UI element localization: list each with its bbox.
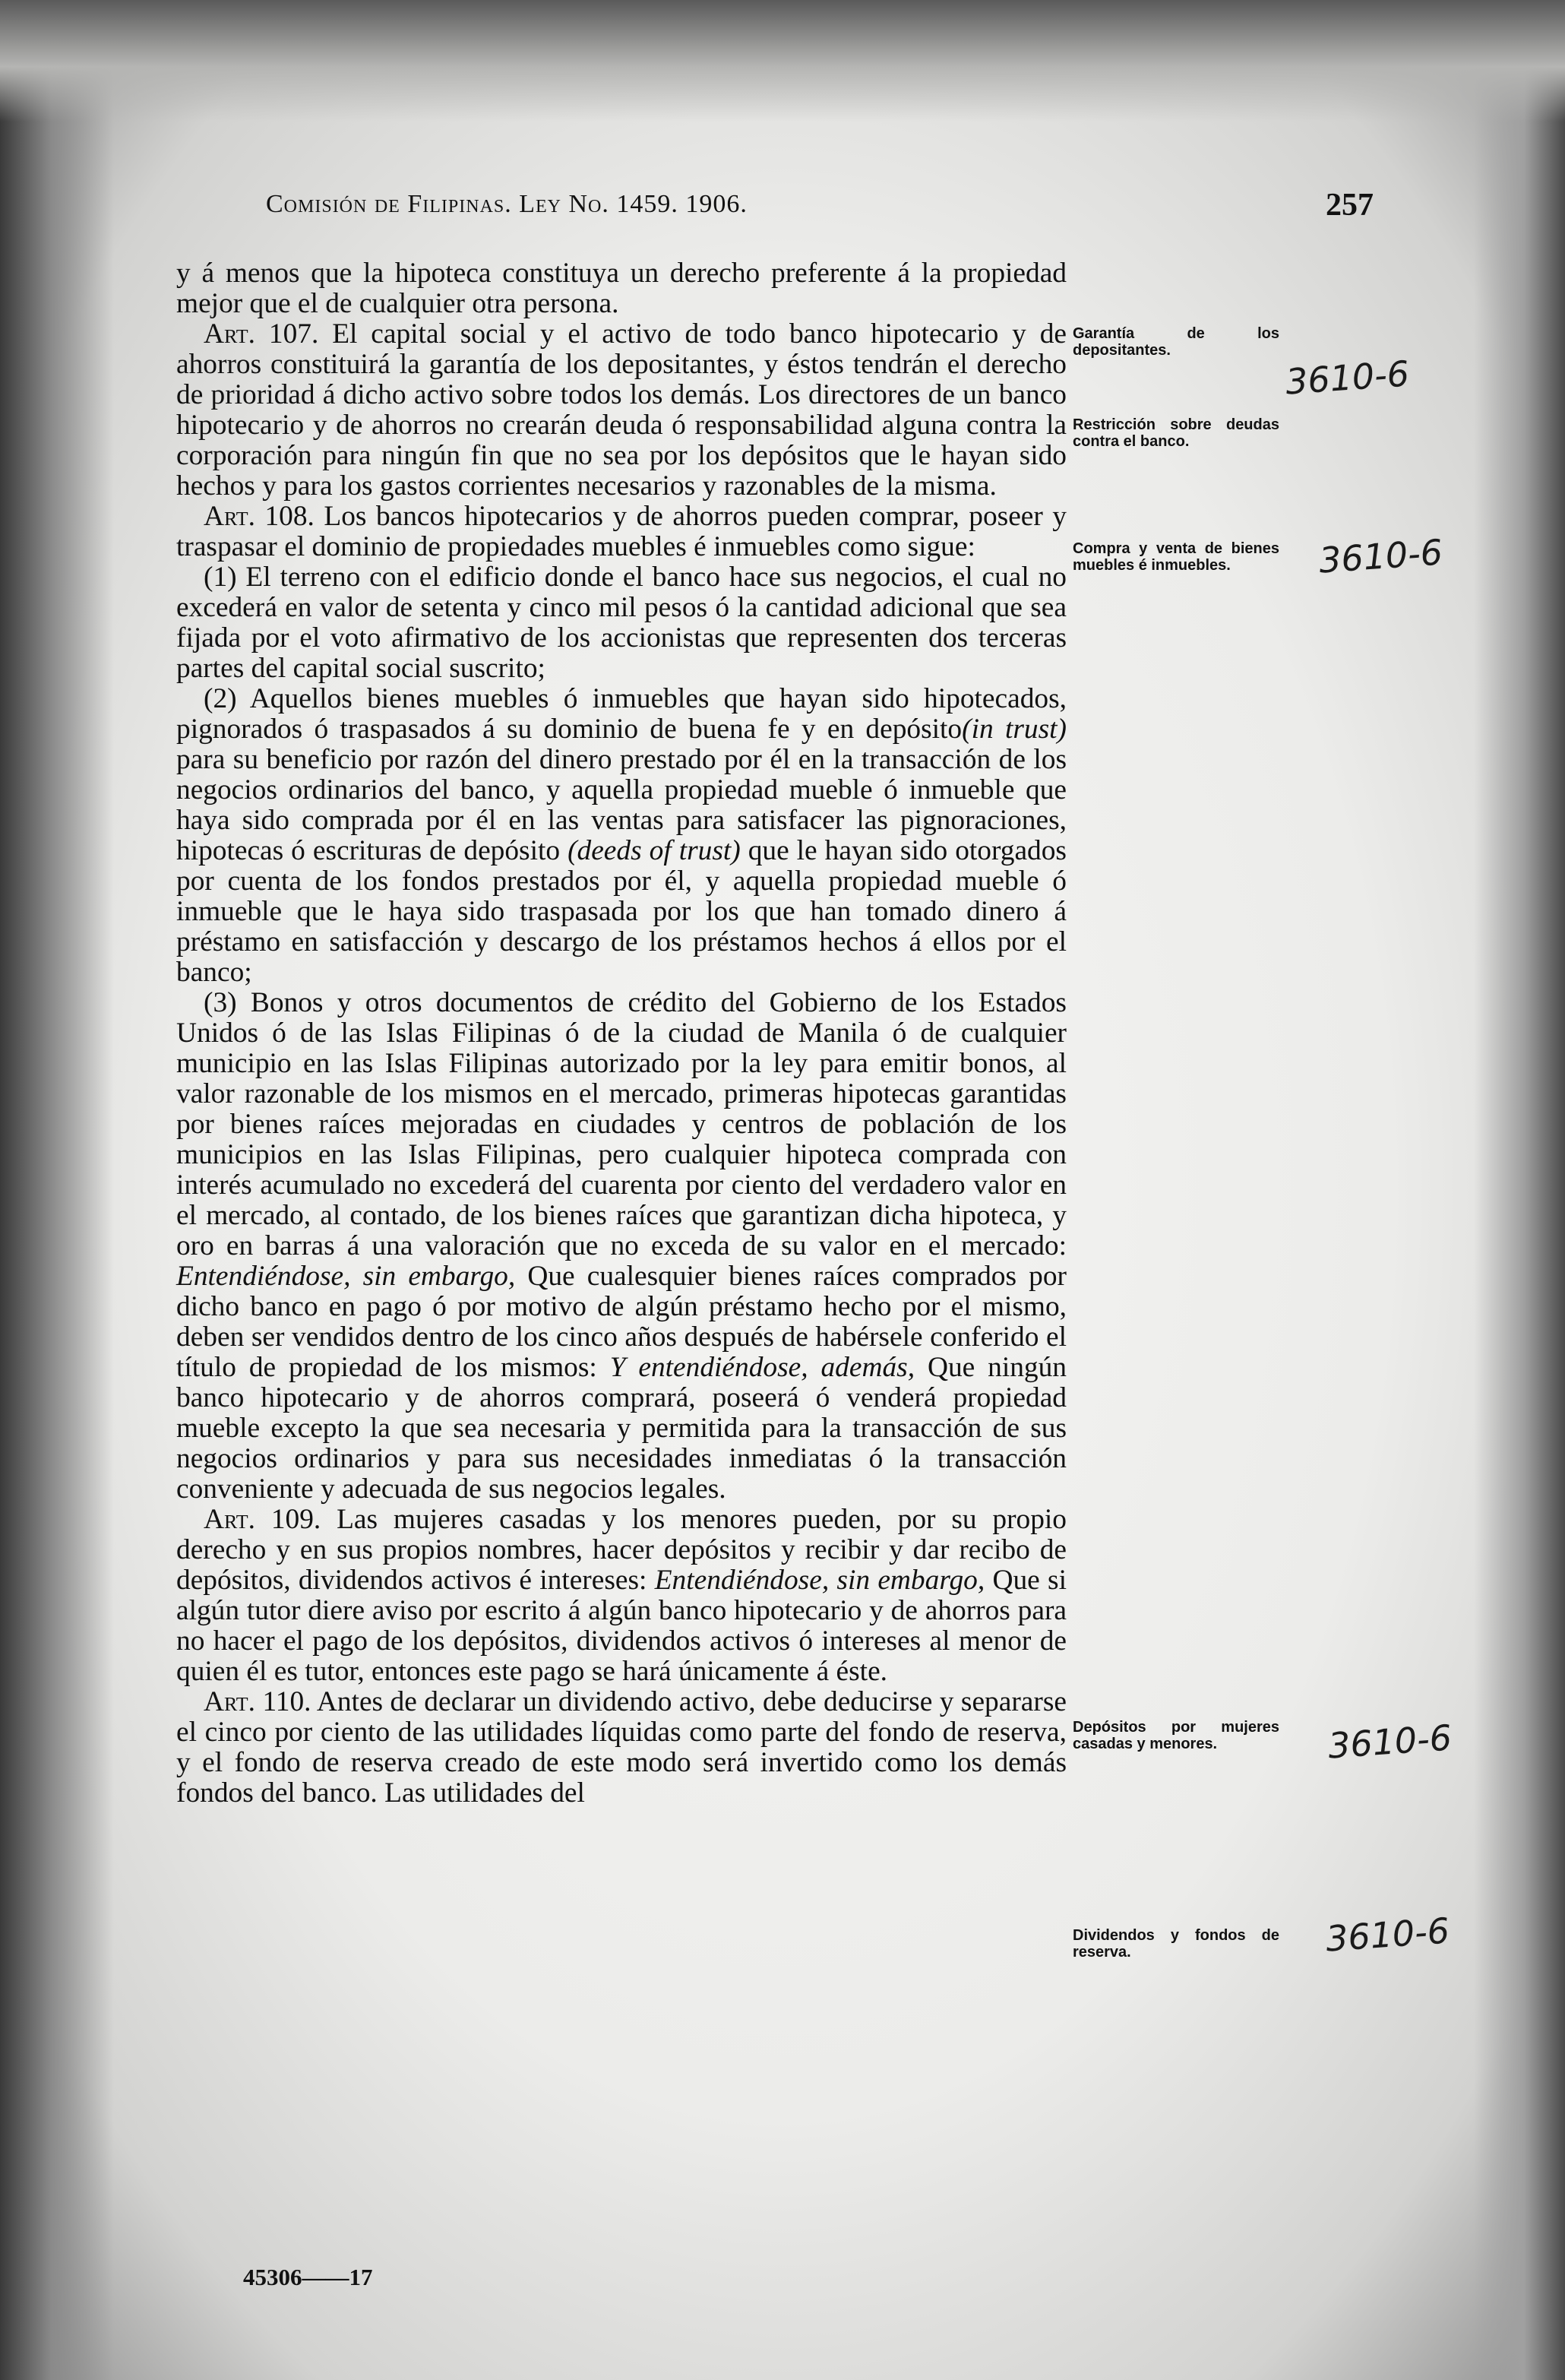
article-110 — [176, 1687, 1067, 1809]
handwritten-annotation: 3610-6 — [1326, 1717, 1453, 1767]
article-italic: Entendiéndose, sin embargo, — [654, 1565, 985, 1596]
article-text: Las mujeres casadas y los menores pueden, por su propio derecho y en sus propios nombres, hacer depósitos y recibir y dar recibo de depósitos, dividendos activos é intereses: — [176, 1504, 1067, 1596]
article-text: Que si algún tutor diere aviso por escrito á algún banco hipotecario y de ahorros para no hacer el pago de los depósitos, dividendos activos ó intereses al menor de quien él es tutor, entonces este pago se hará únicamente á éste. — [176, 1565, 1067, 1687]
side-note-dividendos: Dividendos y fondos de reserva. — [1073, 1927, 1279, 1961]
side-note-compra-venta: Compra y venta de bienes muebles é inmuebles. — [1073, 540, 1279, 574]
article-text: El capital social y el activo de todo banco hipotecario y de ahorros constituirá la garantía de los depositantes, y éstos tendrán el derecho de prioridad á dicho activo sobre todos los demás. Los directores de un banco hipotecario y de ahorros no crearán deuda ó responsabilidad alguna contra la corporación para ningún fin que no sea por los depósitos que le hayan sido hechos y para los gastos corrientes necesarios y razonables de la misma. — [176, 318, 1067, 502]
item-text: Que cualesquier bienes raíces comprados por dicho banco en pago ó por motivo de algún préstamo hecho por el mismo, deben ser vendidos dentro de los cinco años después de habérsele conferido el título de propiedad de los mismos: — [176, 1261, 1067, 1383]
article-label: Art. 108. — [204, 501, 315, 532]
article-107 — [176, 319, 1067, 502]
item-text: (2) Aquellos bienes muebles ó inmuebles que hayan sido hipotecados, pignorados ó traspasados á su dominio de buena fe y en depósito — [176, 683, 1067, 745]
running-head: Comisión de Filipinas. Ley No. 1459. 1906. — [266, 190, 748, 218]
scan-edge-right — [1474, 0, 1565, 2380]
printer-signature: 45306——17 — [243, 2264, 373, 2290]
article-label: Art. 109. — [204, 1504, 321, 1535]
side-note-restriccion: Restricción sobre deudas contra el banco. — [1073, 416, 1279, 450]
article-109 — [176, 1505, 1067, 1687]
side-note-depositos: Depósitos por mujeres casadas y menores. — [1073, 1719, 1279, 1752]
item-italic: Entendiéndose, sin embargo, — [176, 1261, 516, 1292]
article-label: Art. 110. — [204, 1686, 311, 1717]
handwritten-annotation: 3610-6 — [1284, 353, 1411, 403]
item-text: para su beneficio por razón del dinero prestado por él en la transacción de los negocios ordinarios del banco, y aquella propiedad mueble ó inmueble que haya sido comprada por él en las ventas para satisfacer las pignoraciones, hipotecas ó escrituras de depósito — [176, 744, 1067, 866]
body-text — [176, 258, 1067, 1809]
scan-edge-left — [0, 0, 114, 2380]
handwritten-annotation: 3610-6 — [1317, 531, 1444, 581]
paragraph-intro: y á menos que la hipoteca constituya un derecho preferente á la propiedad mejor que el de cualquier otra persona. — [176, 258, 1067, 319]
article-text: Antes de declarar un dividendo activo, debe deducirse y separarse el cinco por ciento de las utilidades líquidas como parte del fondo de reserva, y el fondo de reserva creado de este modo será invertido como los demás fondos del banco. Las utilidades del — [176, 1686, 1067, 1809]
item-text: Que ningún banco hipotecario y de ahorros comprará, poseerá ó venderá propiedad mueble excepto la que sea necesaria y permitida para la transacción de sus negocios ordinarios y para sus necesidades inmediatas ó la transacción conveniente y adecuada de sus negocios legales. — [176, 1352, 1067, 1505]
article-108 — [176, 502, 1067, 562]
scan-edge-top — [0, 0, 1565, 122]
article-108-item-1: (1) El terreno con el edificio donde el banco hace sus negocios, el cual no excederá en valor de setenta y cinco mil pesos ó la cantidad adicional que sea fijada por el voto afirmativo de los accionistas que representen dos terceras partes del capital social suscrito; — [176, 562, 1067, 684]
item-text: que le hayan sido otorgados por cuenta de los fondos prestados por él, y aquella propiedad mueble ó inmueble que le haya sido traspasada por los que han tomado dinero á préstamo en satisfacción y descargo de los préstamos hechos á ellos por el banco; — [176, 835, 1067, 988]
article-label: Art. 107. — [204, 318, 319, 350]
side-note-garantia: Garantía de los depositantes. — [1073, 325, 1279, 359]
item-italic: (deeds of trust) — [568, 835, 741, 866]
item-italic: Y entendiéndose, además, — [609, 1352, 915, 1383]
article-108-item-2 — [176, 684, 1067, 988]
page-number: 257 — [1326, 188, 1374, 223]
handwritten-annotation: 3610-6 — [1324, 1910, 1451, 1960]
item-italic: (in trust) — [962, 714, 1067, 745]
article-text: Los bancos hipotecarios y de ahorros pueden comprar, poseer y traspasar el dominio de propiedades muebles é inmuebles como sigue: — [176, 501, 1067, 562]
article-108-item-3 — [176, 988, 1067, 1505]
item-text: (3) Bonos y otros documentos de crédito del Gobierno de los Estados Unidos ó de las Islas Filipinas ó de la ciudad de Manila ó de cualquier municipio en las Islas Filipinas autorizado por la ley para emitir bonos, al valor razonable de los mismos en el mercado, primeras hipotecas garantidas por bienes raíces mejoradas en ciudades y centros de población de los municipios en las Islas Filipinas, pero cualquier hipoteca comprada con interés acumulado no excederá del cuarenta por ciento del verdadero valor en el mercado, al contado, de los bienes raíces que garantizan dicha hipoteca, y oro en barras á una valoración que no exceda de su valor en el mercado: — [176, 987, 1067, 1261]
